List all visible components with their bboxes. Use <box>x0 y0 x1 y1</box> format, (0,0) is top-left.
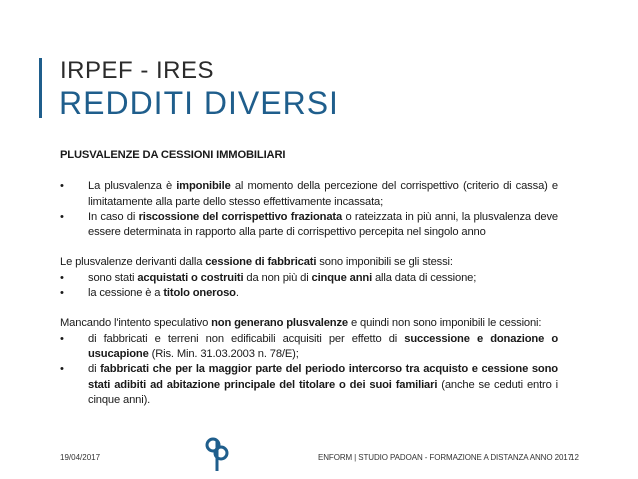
text-run: da non più di <box>243 271 312 284</box>
text-run: al momento della percezione del corrispettivo (criterio di cassa) e limitatamente alla parte dello stesso effettivamente incassata; <box>88 180 558 208</box>
section1-list <box>60 179 558 240</box>
section-heading: PLUSVALENZE DA CESSIONI IMMOBILIARI <box>60 149 286 161</box>
section3-list <box>60 332 558 408</box>
bullet-icon: • <box>60 332 64 345</box>
text-run: . <box>235 287 239 300</box>
slide-title-line1: IRPEF - IRES <box>60 57 215 84</box>
paragraph-fabbricati <box>60 255 558 270</box>
bold-text: fabbricati che per la maggior parte del periodo intercorso tra acquisto e cessione sono stati adibiti ad abitazione principale del titolare o dei suoi familiari <box>88 363 558 391</box>
bullet-icon: • <box>60 271 64 284</box>
text-run: La plusvalenza è <box>88 180 177 193</box>
text-run: Mancando l'intento speculativo <box>60 317 212 330</box>
text-run: In caso di <box>88 210 139 223</box>
bullet-icon: • <box>60 287 64 300</box>
list-item <box>60 362 558 408</box>
text-run: e quindi non sono imponibili le cessioni: <box>348 317 542 330</box>
text-run: la cessione è a <box>88 287 164 300</box>
paragraph-intento-speculativo <box>60 316 558 331</box>
text-run: sono stati <box>88 271 138 284</box>
list-item <box>60 286 558 301</box>
bold-text: acquistati o costruiti <box>137 271 244 284</box>
bullet-icon: • <box>60 180 64 193</box>
slide-title-line2: REDDITI DIVERSI <box>59 85 339 121</box>
text-run: (Ris. Min. 31.03.2003 n. 78/E); <box>148 347 299 360</box>
text-run: alla data di cessione; <box>372 271 477 284</box>
list-item <box>60 332 558 363</box>
studio-logo-icon <box>204 437 230 473</box>
list-item <box>60 210 558 241</box>
bullet-icon: • <box>60 210 64 223</box>
text-run: di fabbricati e terreni non edificabili acquisiti per effetto di <box>88 332 405 345</box>
list-item <box>60 179 558 210</box>
bold-text: cessione di fabbricati <box>205 256 317 269</box>
bold-text: titolo oneroso <box>163 287 236 300</box>
bold-text: imponibile <box>176 180 231 193</box>
bullet-icon: • <box>60 363 64 376</box>
bold-text: non generano plusvalenze <box>211 317 349 330</box>
bold-text: riscossione del corrispettivo frazionata <box>138 210 343 223</box>
page-number: 12 <box>570 453 579 462</box>
section2-list <box>60 271 558 302</box>
footer-date: 19/04/2017 <box>60 453 101 462</box>
text-run: o rateizzata in più anni, la plusvalenza deve essere determinata in rapporto alla parte di corrispettivo percepita nel singolo anno <box>88 210 558 239</box>
bold-text: successione e donazione o usucapione <box>88 332 558 360</box>
slide-content <box>60 148 558 408</box>
text-run: Le plusvalenze derivanti dalla <box>60 256 206 269</box>
list-item <box>60 271 558 286</box>
bold-text: cinque anni <box>311 271 373 284</box>
text-run: (anche se ceduti entro i cinque anni). <box>88 378 558 406</box>
text-run: sono imponibili se gli stessi: <box>316 256 453 269</box>
footer-text: ENFORM | STUDIO PADOAN - FORMAZIONE A DISTANZA ANNO 2017 <box>318 453 573 462</box>
title-accent-bar <box>39 58 42 118</box>
text-run: di <box>88 363 101 376</box>
